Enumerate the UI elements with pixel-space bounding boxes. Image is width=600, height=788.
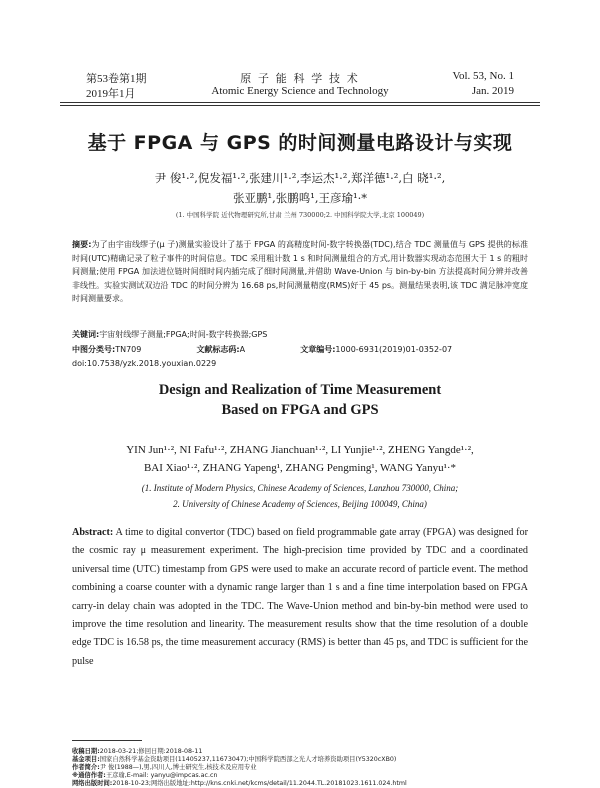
header-rule-top (60, 102, 540, 103)
article-no-label: 文章编号: (300, 345, 336, 354)
abstract-cn (72, 238, 528, 306)
header-volume-en: Vol. 53, No. 1 (452, 70, 514, 82)
footnote-rule (72, 740, 142, 741)
header-journal-en: Atomic Energy Science and Technology (211, 85, 389, 97)
title-en-line1: Design and Realization of Time Measurement (158, 382, 442, 398)
online-text: 2018-10-23;网络出版地址:http://kns.cnki.net/kcms/detail/11.2044.TL.20181023.1611.024.html (112, 780, 407, 787)
doc-code-label: 文献标志码: (196, 345, 240, 354)
header-date-cn: 2019年1月 (86, 88, 136, 100)
title-cn: 基于 FPGA 与 GPS 的时间测量电路设计与实现 (87, 132, 513, 154)
abstract-en-text: A time to digital convertor (TDC) based on field programmable gate array (FPGA) was designed for the cosmic ray μ measurement experiment. The high-precision time provided by TDC and a coordinated universal time (UTC) timestamp from GPS were used to make an accurate record of particle event. The method combining a coarse counter with a dynamic range larger than 1 s and a fine time interpolation based on FPGA carry-in delay chain was adopted in the TDC. The Wave-Union method and bin-by-bin method were used to improve the time resolution and linearity. The measurement results show that the time resolution of a double edge TDC is 16.58 ps, the time measurement accuracy (RMS) is better than 45 ps, and TDC is sufficient for the pulse (72, 527, 529, 667)
title-en (0, 380, 600, 420)
corr-text: 王彦瑜,E-mail: yanyu@impcas.ac.cn (105, 772, 218, 779)
footnote-online (72, 778, 528, 787)
header-date-en: Jan. 2019 (471, 85, 514, 97)
title-en-line2: Based on FPGA and GPS (221, 402, 379, 418)
affiliation-en-line2: 2. University of Chinese Academy of Sciences, Beijing 100049, China) (173, 499, 427, 509)
abstract-en-label: Abstract: (72, 527, 114, 538)
header-journal-cn: 原 子 能 科 学 技 术 (240, 73, 360, 85)
online-label: 网络出版时间: (72, 780, 113, 787)
corr-label: ※通信作者: (72, 772, 106, 779)
fund-label: 基金项目: (72, 756, 100, 763)
abstract-cn-label: 摘要: (72, 240, 92, 249)
keywords-cn (72, 329, 267, 340)
doi: doi:10.7538/yzk.2018.youxian.0229 (72, 359, 217, 368)
abstract-cn-text: 为了由宇宙线缪子(μ 子)测量实验设计了基于 FPGA 的高精度时间-数字转换器(TDC),结合 TDC 测量值与 GPS 提供的标准时间(UTC)精确记录了粒子事件的时间信息。TDC 采用粗计数 1 s 和时间测量组合的方式,用计数器实现动态范围大于 1 s 的粗时间测量;使用 FPGA 加法进位链时间细时间内插完成了细时间测量,并借助 Wave-Union 与 bin-by-bin 方法提高时间分辨并改善非线性。实验实测试双边沿 TDC 的时间分辨为 16.68 ps,时间测量精度(RMS)好于 45 ps。测量结果表明,该 TDC 满足脉冲宽度时间测量要求。 (72, 240, 529, 304)
author-text: 尹 俊(1988—),男,四川人,博士研究生,核技术及应用专业 (99, 764, 257, 771)
clc-label: 中图分类号: (72, 345, 116, 354)
header-volume-cn: 第53卷第1期 (86, 73, 147, 85)
affiliation-cn: (1. 中国科学院 近代物理研究所,甘肃 兰州 730000;2. 中国科学院大学,北京 100049) (175, 211, 425, 219)
affiliation-en-line1: (1. Institute of Modern Physics, Chinese Academy of Sciences, Lanzhou 730000, China; (141, 483, 459, 493)
author-label: 作者简介: (72, 764, 100, 771)
clc-value: TN709 (115, 345, 142, 354)
authors-en-line1: YIN Jun¹·², NI Fafu¹·², ZHANG Jianchuan¹·², LI Yunjie¹·², ZHENG Yangde¹·², (126, 444, 474, 456)
keywords-cn-label: 关键词: (72, 330, 100, 339)
authors-cn-line1: 尹 俊¹·²,倪发福¹·²,张建川¹·²,李运杰¹·²,郑洋德¹·²,白 晓¹·², (154, 171, 446, 185)
received-text: 2018-03-21;修回日期:2018-08-11 (99, 748, 203, 755)
doc-code-value: A (239, 345, 246, 354)
abstract-en (72, 524, 528, 671)
header-rule-bottom (60, 105, 540, 106)
classification-line (72, 344, 528, 355)
received-label: 收稿日期: (72, 748, 100, 755)
article-no-value: 1000-6931(2019)01-0352-07 (335, 345, 453, 354)
keywords-cn-text: 宇宙射线缪子测量;FPGA;时间-数字转换器;GPS (99, 330, 268, 339)
fund-text: 国家自然科学基金资助项目(11405237,11673047);中国科学院西部之光人才培养资助项目(Y5320cXB0) (99, 756, 397, 763)
authors-en-line2: BAI Xiao¹·², ZHANG Yapeng¹, ZHANG Pengming¹, WANG Yanyu¹·* (143, 462, 457, 474)
authors-cn-line2: 张亚鹏¹,张鹏鸣¹,王彦瑜¹·* (232, 191, 368, 205)
